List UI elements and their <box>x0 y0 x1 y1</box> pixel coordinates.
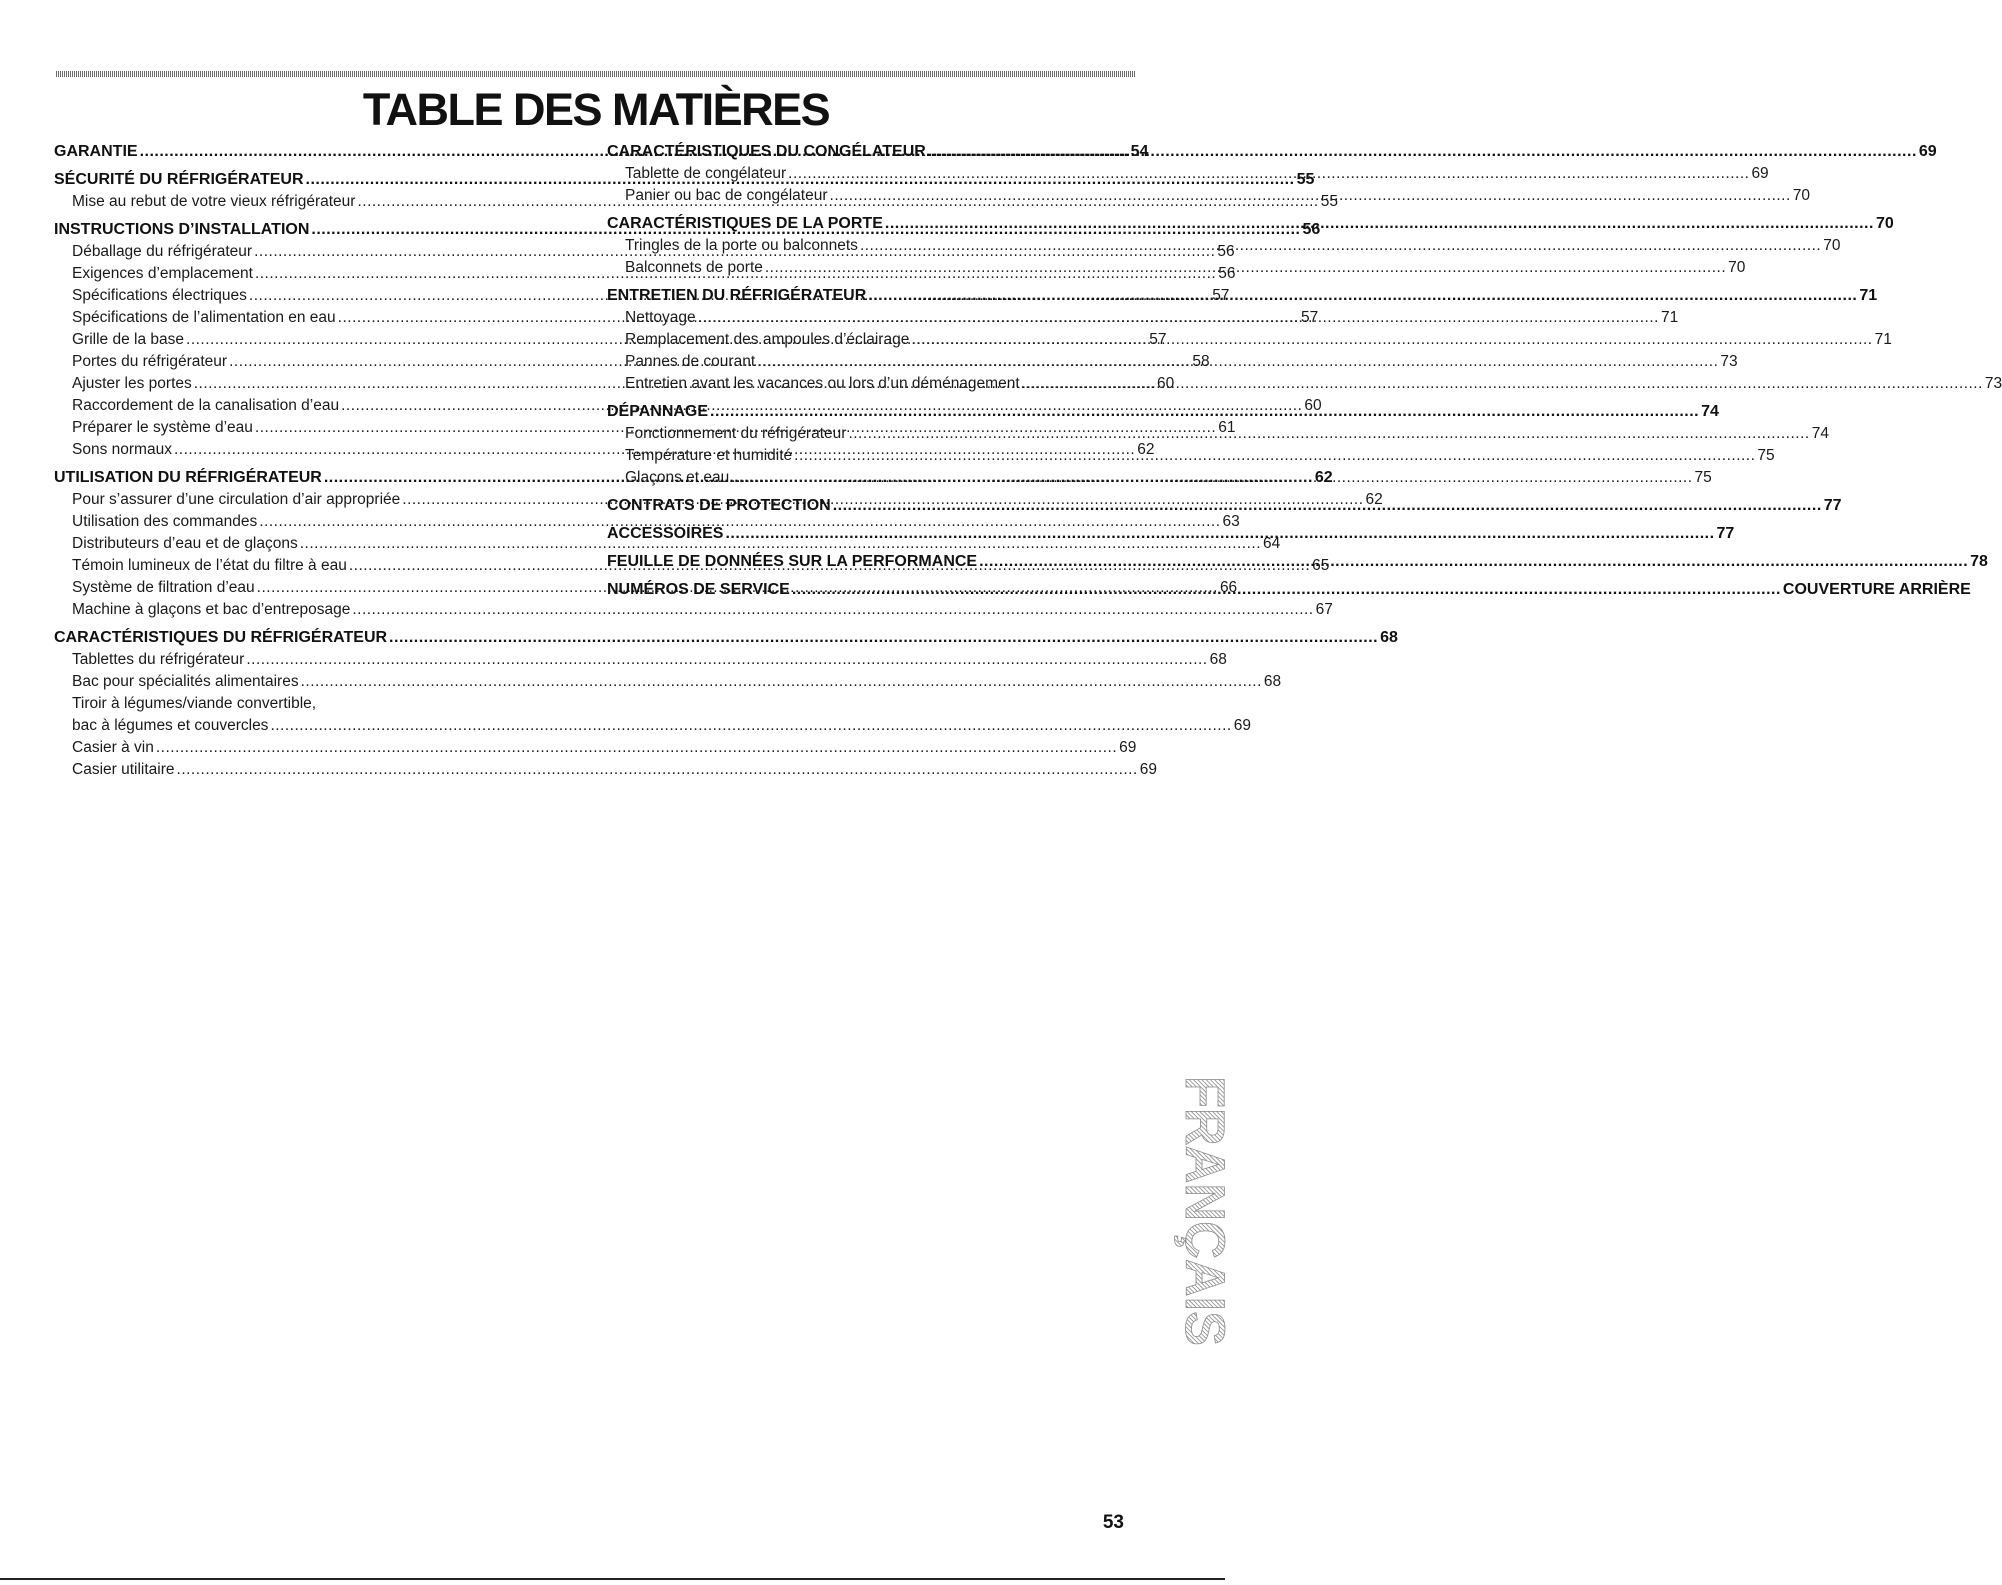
toc-label: Sons normaux <box>72 441 172 458</box>
toc-label: SÉCURITÉ DU RÉFRIGÉRATEUR <box>54 171 304 188</box>
toc-label: INSTRUCTIONS D’INSTALLATION <box>54 221 310 238</box>
toc-label: Spécifications de l’alimentation en eau <box>72 309 336 326</box>
dot-leader <box>301 671 1262 693</box>
dot-leader <box>928 141 1917 163</box>
toc-page-number: 77 <box>1716 525 1735 542</box>
toc-page-number: 56 <box>1218 265 1236 282</box>
dot-leader <box>731 467 1692 489</box>
toc-page-number: 65 <box>1312 557 1330 574</box>
toc-page-number: 74 <box>1811 425 1829 442</box>
dot-leader <box>830 185 1791 207</box>
toc-label: bac à légumes et couvercles <box>72 717 269 734</box>
toc-page-number: 74 <box>1701 403 1719 420</box>
toc-label: GARANTIE <box>54 143 138 160</box>
toc-page-number: 57 <box>1300 309 1319 326</box>
toc-label: Machine à glaçons et bac d’entreposage <box>72 601 351 618</box>
toc-subentry: Tiroir à légumes/viande convertible, <box>72 695 317 712</box>
dot-leader <box>885 213 1874 235</box>
toc-page-number: 70 <box>1728 259 1746 276</box>
toc-label: Entretien avant les vacances ou lors d’un déménagement <box>625 375 1020 392</box>
toc-label: Température et humidité <box>625 447 793 464</box>
toc-page-number: 73 <box>1984 375 2002 392</box>
toc-label: Témoin lumineux de l’état du filtre à eau <box>72 557 347 574</box>
dot-leader <box>911 329 1872 351</box>
toc-label: Balconnets de porte <box>625 259 763 276</box>
toc-subentry <box>54 737 1137 759</box>
toc-page-number: 70 <box>1875 215 1894 232</box>
toc-label: Fonctionnement du réfrigérateur <box>625 425 847 442</box>
toc-label: Pour s’assurer d’une circulation d’air appropriée <box>72 491 401 508</box>
toc-label: Utilisation des commandes <box>72 513 258 530</box>
toc-label: ENTRETIEN DU RÉFRIGÉRATEUR <box>607 287 867 304</box>
dot-leader <box>848 423 1809 445</box>
toc-label: Raccordement de la canalisation d’eau <box>72 397 340 414</box>
dot-leader <box>725 523 1714 545</box>
toc-label: NUMÉROS DE SERVICE <box>607 581 790 598</box>
toc-page-number: 69 <box>1751 165 1769 182</box>
dot-leader <box>788 163 1749 185</box>
toc-page-number: 67 <box>1315 601 1333 618</box>
toc-label: Mise au rebut de votre vieux réfrigérateur <box>72 193 356 210</box>
toc-section <box>54 627 1398 649</box>
dot-leader <box>352 599 1313 621</box>
toc-page-number: 56 <box>1217 243 1235 260</box>
toc-label: CARACTÉRISTIQUES DU CONGÉLATEUR <box>607 143 926 160</box>
dot-leader <box>792 579 1781 601</box>
dot-leader <box>979 551 1968 573</box>
toc-page-number: 55 <box>1296 171 1315 188</box>
page-number: 53 <box>1102 1512 1124 1533</box>
toc-page-number: 61 <box>1218 419 1236 436</box>
toc-page-number: 71 <box>1660 309 1679 326</box>
toc-subentry <box>54 671 1282 693</box>
toc-label: FEUILLE DE DONNÉES SUR LA PERFORMANCE <box>607 553 978 570</box>
toc-page-number: 71 <box>1874 331 1892 348</box>
toc-label: Casier à vin <box>72 739 154 756</box>
toc-page-number: 70 <box>1823 237 1841 254</box>
toc-label: CARACTÉRISTIQUES DE LA PORTE <box>607 215 883 232</box>
bottom-rule <box>0 1578 1225 1580</box>
toc-page-number: 75 <box>1757 447 1775 464</box>
toc-label: Pannes de courant <box>625 353 756 370</box>
toc-label: Tablettes du réfrigérateur <box>72 651 245 668</box>
page-title: TABLE DES MATIÈRES <box>362 84 830 135</box>
toc-page-number: 54 <box>1130 143 1149 160</box>
toc-page-number: 69 <box>1233 717 1251 734</box>
dot-leader <box>698 307 1659 329</box>
toc-label: Tringles de la porte ou balconnets <box>625 237 858 254</box>
toc-page-number: 62 <box>1314 469 1333 486</box>
dot-leader <box>246 649 1207 671</box>
toc-label: Nettoyage <box>625 309 696 326</box>
toc-subentry <box>54 511 1240 533</box>
toc-page-number: 57 <box>1212 287 1230 304</box>
toc-page-number: 60 <box>1304 397 1322 414</box>
dot-leader <box>833 495 1822 517</box>
toc-label: Portes du réfrigérateur <box>72 353 228 370</box>
dot-leader <box>389 627 1378 649</box>
toc-label: ACCESSOIRES <box>607 525 724 542</box>
toc-page-number: 77 <box>1823 497 1842 514</box>
toc-page-number: 73 <box>1720 353 1738 370</box>
toc-label: UTILISATION DU RÉFRIGÉRATEUR <box>54 469 322 486</box>
toc-label: DÉPANNAGE <box>607 403 709 420</box>
toc-page-number: 68 <box>1263 673 1282 690</box>
toc-page-number: 58 <box>1192 353 1210 370</box>
toc-label: Remplacement des ampoules d’éclairage <box>625 331 910 348</box>
toc-page-number: 55 <box>1320 193 1338 210</box>
dot-leader <box>794 445 1755 467</box>
toc-label: Panier ou bac de congélateur <box>625 187 828 204</box>
dot-leader <box>710 401 1699 423</box>
dot-leader <box>860 235 1821 257</box>
toc-page-number: 69 <box>1119 739 1137 756</box>
toc-label: Spécifications électriques <box>72 287 247 304</box>
toc-page-number: 60 <box>1157 375 1175 392</box>
dot-leader <box>868 285 1857 307</box>
top-hatched-rule <box>56 71 1136 77</box>
toc-page-number: COUVERTURE ARRIÈRE <box>1782 581 1971 598</box>
dot-leader <box>765 257 1726 279</box>
toc-page-number: 62 <box>1137 441 1155 458</box>
toc-label: Déballage du réfrigérateur <box>72 243 253 260</box>
toc-page-number: 75 <box>1694 469 1712 486</box>
toc-label: Bac pour spécialités alimentaires <box>72 673 299 690</box>
toc-label: Exigences d’emplacement <box>72 265 253 282</box>
side-tab-label: FRANÇAIS <box>1174 1076 1237 1366</box>
toc-subentry <box>54 715 1251 737</box>
toc-subentry <box>54 759 1158 781</box>
toc-page-number: 69 <box>1139 761 1158 778</box>
toc-label: CONTRATS DE PROTECTION <box>607 497 831 514</box>
toc-label: Système de filtration d’eau <box>72 579 255 596</box>
toc-subentry <box>54 649 1227 671</box>
toc-page-number: 69 <box>1918 143 1937 160</box>
dot-leader <box>177 759 1138 781</box>
toc-page-number: 71 <box>1859 287 1878 304</box>
toc-page-number: 68 <box>1380 629 1398 646</box>
toc-label: Glaçons et eau <box>625 469 730 486</box>
toc-page-number: 70 <box>1792 187 1811 204</box>
toc-label: Distributeurs d’eau et de glaçons <box>72 535 298 552</box>
toc-page-number: 66 <box>1219 579 1238 596</box>
toc-subentry <box>54 599 1333 621</box>
toc-label: Tablette de congélateur <box>625 165 787 182</box>
toc-label: Grille de la base <box>72 331 185 348</box>
toc-label: Préparer le système d’eau <box>72 419 253 436</box>
toc-page-number: 63 <box>1222 513 1240 530</box>
dot-leader <box>156 737 1117 759</box>
toc-label: Ajuster les portes <box>72 375 192 392</box>
toc-label: Casier utilitaire <box>72 761 175 778</box>
toc-page-number: 62 <box>1365 491 1383 508</box>
toc-label: CARACTÉRISTIQUES DU RÉFRIGÉRATEUR <box>54 629 388 646</box>
side-language-tab <box>1140 1076 1237 1366</box>
dot-leader <box>757 351 1718 373</box>
dot-leader <box>1022 373 1983 395</box>
toc-page-number: 57 <box>1149 331 1167 348</box>
toc-page-number: 78 <box>1970 553 1988 570</box>
toc-page-number: 68 <box>1209 651 1227 668</box>
toc-page-number: 56 <box>1302 221 1321 238</box>
dot-leader <box>270 715 1231 737</box>
toc-page-number: 64 <box>1263 535 1281 552</box>
